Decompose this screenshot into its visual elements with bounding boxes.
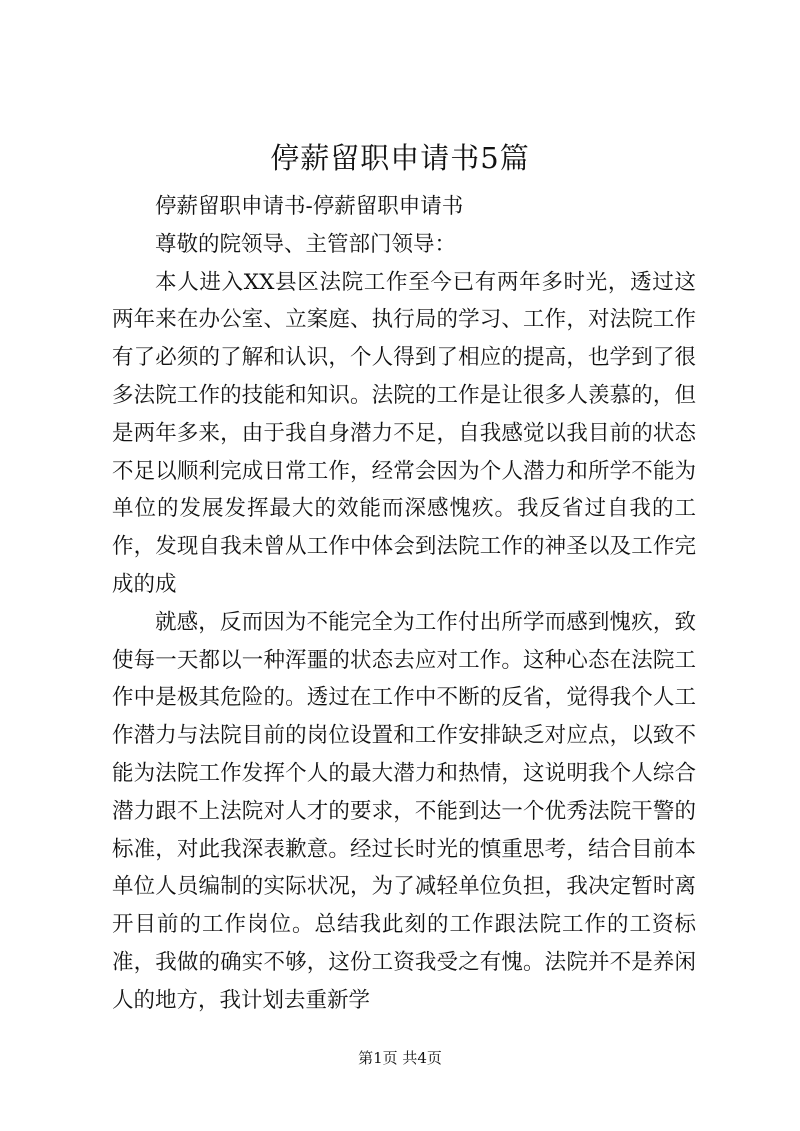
paragraph-body-1: 本人进入XX县区法院工作至今已有两年多时光，透过这两年来在办公室、立案庭、执行局的学习、工作，对法院工作有了必须的了解和认识，个人得到了相应的提高，也学到了很多法院工作的技能和知识。法院的工作是让很多人羡慕的，但是两年多来，由于我自身潜力不足，自我感觉以我目前的状态不足以顺利完成日常工作，经常会因为个人潜力和所学不能为单位的发展发挥最大的效能而深感愧疚。我反省过自我的工作，发现自我未曾从工作中体会到法院工作的神圣以及工作完成的成 xyxy=(112,269,696,597)
document-body xyxy=(112,188,696,1020)
paragraph-body-2: 就感，反而因为不能完全为工作付出所学而感到愧疚，致使每一天都以一种浑噩的状态去应对工作。这种心态在法院工作中是极其危险的。透过在工作中不断的反省，觉得我个人工作潜力与法院目前的岗位设置和工作安排缺乏对应点，以致不能为法院工作发挥个人的最大潜力和热情，这说明我个人综合潜力跟不上法院对人才的要求，不能到达一个优秀法院干警的标准，对此我深表歉意。经过长时光的慎重思考，结合目前本单位人员编制的实际状况，为了减轻单位负担，我决定暂时离开目前的工作岗位。总结我此刻的工作跟法院工作的工资标准，我做的确实不够，这份工资我受之有愧。法院并不是养闲人的地方，我计划去重新学 xyxy=(112,609,696,1013)
paragraph-subtitle: 停薪留职申请书-停薪留职申请书 xyxy=(155,194,464,219)
document-title: 停薪留职申请书5篇 xyxy=(270,141,530,175)
page-footer: 第1页 共4页 xyxy=(358,1049,442,1067)
paragraph-salutation: 尊敬的院领导、主管部门领导： xyxy=(155,231,457,257)
